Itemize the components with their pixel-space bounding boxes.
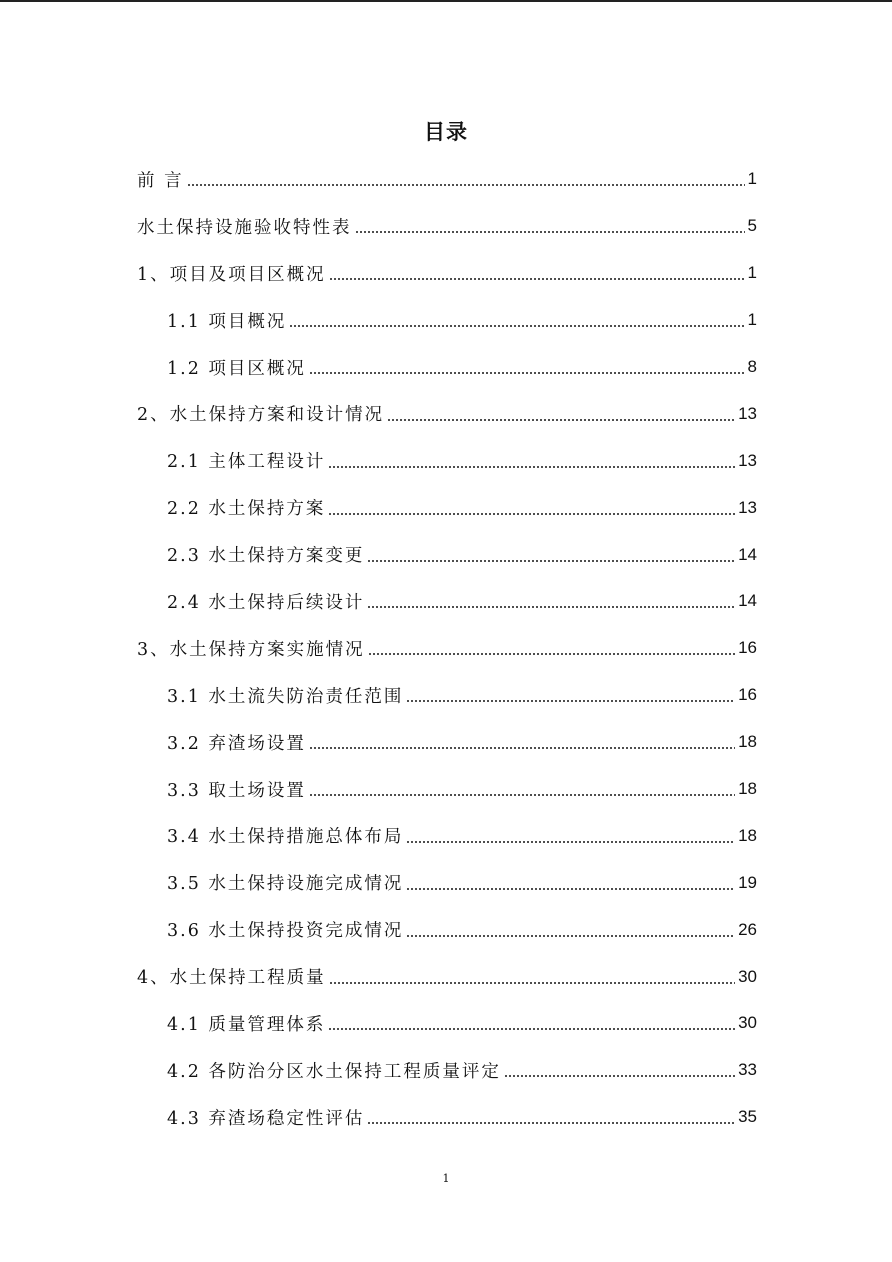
- toc-entry[interactable]: [0, 344, 757, 391]
- toc-entry[interactable]: [0, 1094, 757, 1141]
- toc-entry-title: 3.3 取土场设置: [167, 780, 306, 801]
- toc-entry-page: 18: [738, 779, 757, 799]
- toc-entry-title: 3.4 水土保持措施总体布局: [167, 827, 404, 848]
- toc-entry-page: 30: [738, 966, 757, 986]
- toc-dot-leader: [329, 278, 745, 280]
- toc-dot-leader: [406, 841, 735, 843]
- toc-dot-leader: [504, 1075, 735, 1077]
- toc-dot-leader: [387, 419, 735, 421]
- toc-entry-title: 4.2 各防治分区水土保持工程质量评定: [167, 1061, 501, 1082]
- toc-dot-leader: [406, 888, 735, 890]
- toc-entry[interactable]: [0, 766, 757, 813]
- toc-entry[interactable]: [0, 297, 757, 344]
- toc-entry[interactable]: [0, 156, 757, 203]
- toc-entry-title: 2.1 主体工程设计: [167, 452, 326, 473]
- toc-entry-page: 18: [738, 732, 757, 752]
- toc-dot-leader: [367, 1122, 735, 1124]
- toc-entry-page: 1: [747, 169, 757, 189]
- toc-dot-leader: [328, 1028, 735, 1030]
- toc-entry-page: 33: [738, 1060, 757, 1080]
- page-number: 1: [442, 1172, 450, 1185]
- toc-list: [0, 156, 892, 1141]
- toc-dot-leader: [309, 794, 735, 796]
- toc-entry-title: 3.2 弃渣场设置: [167, 733, 306, 754]
- toc-dot-leader: [309, 372, 745, 374]
- toc-dot-leader: [329, 982, 735, 984]
- toc-entry[interactable]: [0, 859, 757, 906]
- toc-entry-title: 水土保持设施验收特性表: [137, 217, 352, 238]
- toc-entry[interactable]: [0, 390, 757, 437]
- toc-entry-page: 16: [738, 685, 757, 705]
- toc-entry[interactable]: [0, 578, 757, 625]
- toc-entry-title: 4.3 弃渣场稳定性评估: [167, 1108, 365, 1129]
- toc-entry-page: 14: [738, 591, 757, 611]
- toc-dot-leader: [187, 184, 745, 186]
- toc-entry[interactable]: [0, 531, 757, 578]
- toc-entry[interactable]: [0, 250, 757, 297]
- page-top-border: [0, 0, 892, 2]
- toc-entry[interactable]: [0, 1000, 757, 1047]
- toc-entry-page: 5: [747, 216, 757, 236]
- toc-entry-page: 13: [738, 497, 757, 517]
- toc-entry-page: 30: [738, 1013, 757, 1033]
- toc-entry-title: 4.1 质量管理体系: [167, 1014, 326, 1035]
- toc-dot-leader: [368, 653, 735, 655]
- toc-entry-title: 3.5 水土保持设施完成情况: [167, 874, 404, 895]
- toc-dot-leader: [309, 747, 735, 749]
- toc-entry-page: 13: [738, 450, 757, 470]
- toc-entry-page: 16: [738, 638, 757, 658]
- toc-entry[interactable]: [0, 953, 757, 1000]
- toc-entry-page: 19: [738, 872, 757, 892]
- toc-entry-page: 1: [747, 310, 757, 330]
- toc-entry-page: 8: [747, 357, 757, 376]
- toc-entry[interactable]: [0, 437, 757, 484]
- toc-dot-leader: [328, 513, 735, 515]
- toc-entry-title: 前 言: [137, 170, 184, 191]
- toc-dot-leader: [328, 466, 735, 468]
- toc-entry-title: 3、水土保持方案实施情况: [137, 639, 365, 660]
- toc-entry-page: 1: [747, 263, 757, 283]
- toc-entry-title: 2.4 水土保持后续设计: [167, 592, 365, 613]
- toc-entry-page: 14: [738, 544, 757, 564]
- toc-dot-leader: [406, 935, 735, 937]
- toc-dot-leader: [406, 700, 735, 702]
- toc-dot-leader: [367, 560, 735, 562]
- toc-entry-title: 3.1 水土流失防治责任范围: [167, 686, 404, 707]
- toc-entry[interactable]: [0, 1047, 757, 1094]
- toc-entry-title: 2.3 水土保持方案变更: [167, 546, 365, 567]
- toc-dot-leader: [367, 606, 735, 608]
- toc-entry-page: 18: [738, 825, 757, 845]
- toc-entry-title: 4、水土保持工程质量: [137, 968, 326, 989]
- toc-entry[interactable]: [0, 625, 757, 672]
- toc-entry-page: 26: [738, 919, 757, 939]
- toc-title: 目录: [424, 120, 468, 144]
- toc-entry[interactable]: [0, 812, 757, 859]
- toc-entry[interactable]: [0, 484, 757, 531]
- toc-dot-leader: [355, 231, 745, 233]
- toc-dot-leader: [289, 325, 744, 327]
- toc-entry[interactable]: [0, 203, 757, 250]
- toc-entry-title: 2.2 水土保持方案: [167, 499, 326, 520]
- toc-entry-title: 1.1 项目概况: [167, 311, 287, 332]
- toc-entry[interactable]: [0, 719, 757, 766]
- toc-entry-title: 2、水土保持方案和设计情况: [137, 405, 385, 426]
- toc-entry-title: 3.6 水土保持投资完成情况: [167, 921, 404, 942]
- toc-entry-page: 35: [738, 1107, 757, 1127]
- toc-entry[interactable]: [0, 906, 757, 953]
- toc-entry[interactable]: [0, 672, 757, 719]
- toc-entry-page: 13: [738, 403, 757, 423]
- toc-entry-title: 1.2 项目区概况: [167, 358, 306, 379]
- toc-entry-title: 1、项目及项目区概况: [137, 264, 326, 285]
